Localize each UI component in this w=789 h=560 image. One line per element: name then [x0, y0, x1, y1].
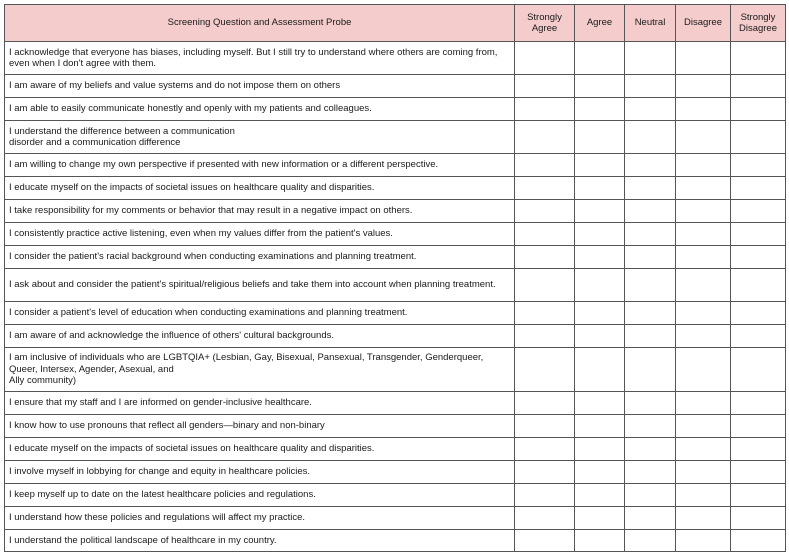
header-question: Screening Question and Assessment Probe: [5, 5, 515, 42]
answer-cell-strongly-disagree[interactable]: [731, 98, 786, 121]
answer-cell-agree[interactable]: [575, 223, 625, 246]
question-text: I consistently practice active listening, even when my values differ from the patient's values.: [5, 223, 515, 246]
answer-cell-neutral[interactable]: [625, 223, 676, 246]
table-row: [5, 154, 786, 177]
answer-cell-strongly-agree[interactable]: [515, 348, 575, 392]
answer-cell-disagree[interactable]: [676, 507, 731, 530]
question-text: I acknowledge that everyone has biases, including myself. But I still try to understand where others are coming from, even when I don't agree with them.: [5, 42, 515, 75]
answer-cell-disagree[interactable]: [676, 530, 731, 552]
answer-cell-disagree[interactable]: [676, 223, 731, 246]
answer-cell-strongly-disagree[interactable]: [731, 325, 786, 348]
answer-cell-agree[interactable]: [575, 348, 625, 392]
answer-cell-strongly-agree[interactable]: [515, 121, 575, 154]
question-text: I am aware of my beliefs and value systems and do not impose them on others: [5, 75, 515, 98]
answer-cell-disagree[interactable]: [676, 200, 731, 223]
answer-cell-strongly-disagree[interactable]: [731, 438, 786, 461]
header-strongly-agree: Strongly Agree: [515, 5, 575, 42]
answer-cell-strongly-agree[interactable]: [515, 269, 575, 302]
answer-cell-agree[interactable]: [575, 200, 625, 223]
answer-cell-strongly-agree[interactable]: [515, 325, 575, 348]
answer-cell-strongly-disagree[interactable]: [731, 348, 786, 392]
answer-cell-strongly-agree[interactable]: [515, 42, 575, 75]
answer-cell-strongly-disagree[interactable]: [731, 154, 786, 177]
table-row: [5, 75, 786, 98]
answer-cell-disagree[interactable]: [676, 438, 731, 461]
question-text: I ask about and consider the patient's spiritual/religious beliefs and take them into account when planning treatment.: [5, 269, 515, 302]
answer-cell-strongly-disagree[interactable]: [731, 75, 786, 98]
question-text: I am aware of and acknowledge the influence of others' cultural backgrounds.: [5, 325, 515, 348]
answer-cell-neutral[interactable]: [625, 392, 676, 415]
answer-cell-agree[interactable]: [575, 121, 625, 154]
answer-cell-strongly-disagree[interactable]: [731, 42, 786, 75]
table-row: [5, 530, 786, 552]
question-text: I am willing to change my own perspective if presented with new information or a different perspective.: [5, 154, 515, 177]
answer-cell-strongly-disagree[interactable]: [731, 302, 786, 325]
table-row: [5, 415, 786, 438]
answer-cell-agree[interactable]: [575, 269, 625, 302]
answer-cell-agree[interactable]: [575, 42, 625, 75]
answer-cell-agree[interactable]: [575, 246, 625, 269]
question-text: I take responsibility for my comments or behavior that may result in a negative impact on others.: [5, 200, 515, 223]
answer-cell-disagree[interactable]: [676, 98, 731, 121]
answer-cell-neutral[interactable]: [625, 246, 676, 269]
table-row: [5, 484, 786, 507]
answer-cell-disagree[interactable]: [676, 269, 731, 302]
answer-cell-strongly-agree[interactable]: [515, 507, 575, 530]
answer-cell-neutral[interactable]: [625, 415, 676, 438]
answer-cell-strongly-agree[interactable]: [515, 302, 575, 325]
table-row: [5, 392, 786, 415]
answer-cell-neutral[interactable]: [625, 121, 676, 154]
question-text: I educate myself on the impacts of societal issues on healthcare quality and disparities.: [5, 438, 515, 461]
table-row: [5, 507, 786, 530]
question-text: I consider a patient's level of education when conducting examinations and planning treatment.: [5, 302, 515, 325]
answer-cell-disagree[interactable]: [676, 302, 731, 325]
answer-cell-strongly-disagree[interactable]: [731, 507, 786, 530]
answer-cell-strongly-disagree[interactable]: [731, 530, 786, 552]
answer-cell-agree[interactable]: [575, 507, 625, 530]
answer-cell-agree[interactable]: [575, 75, 625, 98]
answer-cell-strongly-disagree[interactable]: [731, 246, 786, 269]
answer-cell-disagree[interactable]: [676, 325, 731, 348]
answer-cell-neutral[interactable]: [625, 530, 676, 552]
question-text: I understand the difference between a communication disorder and a communication difference: [5, 121, 515, 154]
table-row: [5, 302, 786, 325]
answer-cell-agree[interactable]: [575, 392, 625, 415]
answer-cell-neutral[interactable]: [625, 302, 676, 325]
table-row: [5, 177, 786, 200]
table-row: [5, 325, 786, 348]
answer-cell-strongly-disagree[interactable]: [731, 484, 786, 507]
table-row: [5, 200, 786, 223]
answer-cell-neutral[interactable]: [625, 154, 676, 177]
answer-cell-disagree[interactable]: [676, 42, 731, 75]
answer-cell-strongly-agree[interactable]: [515, 98, 575, 121]
table-row: [5, 121, 786, 154]
answer-cell-strongly-disagree[interactable]: [731, 177, 786, 200]
answer-cell-neutral[interactable]: [625, 75, 676, 98]
question-text: I am inclusive of individuals who are LGBTQIA+ (Lesbian, Gay, Bisexual, Pansexual, Transgender, Genderqueer, Queer, Intersex, Agender, Asexual, and Ally community): [5, 348, 515, 392]
answer-cell-disagree[interactable]: [676, 154, 731, 177]
answer-cell-strongly-disagree[interactable]: [731, 461, 786, 484]
question-text: I educate myself on the impacts of societal issues on healthcare quality and disparities.: [5, 177, 515, 200]
answer-cell-agree[interactable]: [575, 415, 625, 438]
answer-cell-strongly-agree[interactable]: [515, 392, 575, 415]
answer-cell-strongly-agree[interactable]: [515, 200, 575, 223]
answer-cell-neutral[interactable]: [625, 348, 676, 392]
answer-cell-strongly-agree[interactable]: [515, 438, 575, 461]
answer-cell-agree[interactable]: [575, 302, 625, 325]
question-text: I consider the patient's racial background when conducting examinations and planning treatment.: [5, 246, 515, 269]
answer-cell-agree[interactable]: [575, 177, 625, 200]
answer-cell-neutral[interactable]: [625, 42, 676, 75]
question-text: I ensure that my staff and I are informed on gender-inclusive healthcare.: [5, 392, 515, 415]
header-agree: Agree: [575, 5, 625, 42]
answer-cell-strongly-disagree[interactable]: [731, 392, 786, 415]
question-text: I understand the political landscape of healthcare in my country.: [5, 530, 515, 552]
answer-cell-strongly-disagree[interactable]: [731, 269, 786, 302]
question-text: I involve myself in lobbying for change and equity in healthcare policies.: [5, 461, 515, 484]
table-row: [5, 348, 786, 392]
table-row: [5, 42, 786, 75]
answer-cell-strongly-disagree[interactable]: [731, 200, 786, 223]
answer-cell-strongly-agree[interactable]: [515, 530, 575, 552]
answer-cell-disagree[interactable]: [676, 415, 731, 438]
table-row: [5, 461, 786, 484]
answer-cell-disagree[interactable]: [676, 246, 731, 269]
answer-cell-neutral[interactable]: [625, 177, 676, 200]
answer-cell-neutral[interactable]: [625, 269, 676, 302]
answer-cell-disagree[interactable]: [676, 461, 731, 484]
answer-cell-neutral[interactable]: [625, 98, 676, 121]
table-row: [5, 98, 786, 121]
answer-cell-neutral[interactable]: [625, 507, 676, 530]
question-text: I keep myself up to date on the latest healthcare policies and regulations.: [5, 484, 515, 507]
question-text: I know how to use pronouns that reflect all genders—binary and non-binary: [5, 415, 515, 438]
answer-cell-strongly-agree[interactable]: [515, 484, 575, 507]
answer-cell-strongly-agree[interactable]: [515, 246, 575, 269]
screening-table: [4, 4, 786, 552]
answer-cell-neutral[interactable]: [625, 438, 676, 461]
answer-cell-neutral[interactable]: [625, 461, 676, 484]
header-disagree: Disagree: [676, 5, 731, 42]
answer-cell-disagree[interactable]: [676, 348, 731, 392]
answer-cell-strongly-agree[interactable]: [515, 415, 575, 438]
answer-cell-strongly-disagree[interactable]: [731, 415, 786, 438]
answer-cell-disagree[interactable]: [676, 75, 731, 98]
table-row: [5, 223, 786, 246]
answer-cell-disagree[interactable]: [676, 484, 731, 507]
answer-cell-agree[interactable]: [575, 530, 625, 552]
question-text: I am able to easily communicate honestly and openly with my patients and colleagues.: [5, 98, 515, 121]
answer-cell-agree[interactable]: [575, 484, 625, 507]
answer-cell-agree[interactable]: [575, 461, 625, 484]
answer-cell-disagree[interactable]: [676, 392, 731, 415]
answer-cell-strongly-agree[interactable]: [515, 177, 575, 200]
answer-cell-disagree[interactable]: [676, 177, 731, 200]
answer-cell-agree[interactable]: [575, 325, 625, 348]
header-row: [5, 5, 786, 42]
table-body: [5, 42, 786, 552]
table-row: [5, 438, 786, 461]
answer-cell-strongly-agree[interactable]: [515, 223, 575, 246]
header-neutral: Neutral: [625, 5, 676, 42]
answer-cell-neutral[interactable]: [625, 484, 676, 507]
answer-cell-strongly-agree[interactable]: [515, 75, 575, 98]
answer-cell-agree[interactable]: [575, 98, 625, 121]
header-strongly-disagree: Strongly Disagree: [731, 5, 786, 42]
answer-cell-strongly-agree[interactable]: [515, 154, 575, 177]
answer-cell-strongly-disagree[interactable]: [731, 121, 786, 154]
answer-cell-agree[interactable]: [575, 154, 625, 177]
answer-cell-agree[interactable]: [575, 438, 625, 461]
answer-cell-strongly-disagree[interactable]: [731, 223, 786, 246]
answer-cell-disagree[interactable]: [676, 121, 731, 154]
answer-cell-neutral[interactable]: [625, 325, 676, 348]
answer-cell-neutral[interactable]: [625, 200, 676, 223]
table-row: [5, 269, 786, 302]
answer-cell-strongly-agree[interactable]: [515, 461, 575, 484]
question-text: I understand how these policies and regulations will affect my practice.: [5, 507, 515, 530]
table-row: [5, 246, 786, 269]
